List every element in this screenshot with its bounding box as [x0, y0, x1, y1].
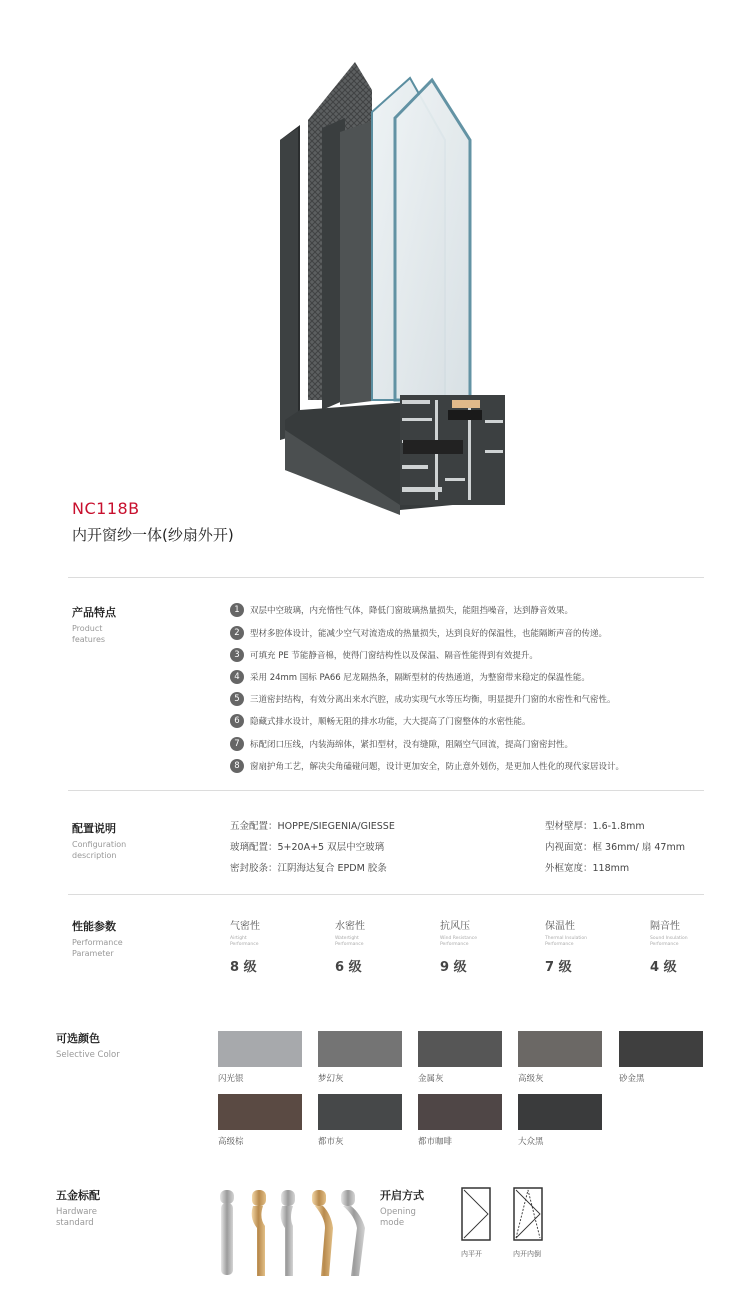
- number-badge: 2: [230, 626, 244, 640]
- section-title: 性能参数: [72, 920, 116, 933]
- number-badge: 5: [230, 692, 244, 706]
- perf-label-en: Performance: [440, 942, 469, 947]
- section-subtitle: features: [72, 635, 106, 644]
- handle-icon: [341, 1190, 365, 1276]
- opening-heading: [380, 1187, 424, 1229]
- opening-label: 内平开: [461, 1250, 482, 1258]
- perf-label-en: Thermal Insulation: [545, 936, 587, 941]
- config-wall-thickness: 型材壁厚：1.6-1.8mm: [545, 821, 645, 832]
- color-option[interactable]: [619, 1031, 703, 1084]
- perf-label: 水密性: [335, 921, 365, 932]
- perf-thermal: [545, 917, 625, 975]
- config-glass: 玻璃配置：5+20A+5 双层中空玻璃: [230, 842, 385, 853]
- divider: [68, 894, 704, 895]
- perf-airtight: [230, 917, 310, 975]
- feature-item: [230, 602, 573, 618]
- perf-label-en: Wind Resistance: [440, 936, 477, 941]
- number-badge: 8: [230, 759, 244, 773]
- section-subtitle: description: [72, 851, 117, 860]
- inward-open-icon: [461, 1187, 491, 1241]
- feature-item: [230, 713, 531, 729]
- color-option[interactable]: [418, 1094, 502, 1147]
- color-option[interactable]: [218, 1031, 302, 1084]
- perf-grade: 7 级: [545, 960, 572, 975]
- feature-text: 型材多腔体设计，能减少空气对流造成的热量损失，达到良好的保温性，也能隔断声音的传递。: [250, 629, 608, 639]
- feature-item: [230, 625, 607, 641]
- performance-heading: [72, 918, 123, 959]
- perf-label-en: Performance: [545, 942, 574, 947]
- handle-icon: [312, 1190, 333, 1276]
- divider: [68, 790, 704, 791]
- feature-text: 采用 24mm 国标 PA66 尼龙隔热条，隔断型材的传热通道，为整窗带来稳定的保温性能。: [250, 673, 590, 683]
- color-name: 金属灰: [418, 1074, 444, 1084]
- number-badge: 3: [230, 648, 244, 662]
- handle-icon: [281, 1190, 295, 1276]
- config-hardware: 五金配置：HOPPE/SIEGENIA/GIESSE: [230, 821, 395, 832]
- handle-icon: [252, 1190, 266, 1276]
- number-badge: 6: [230, 714, 244, 728]
- section-subtitle: Parameter: [72, 949, 114, 958]
- color-name: 梦幻灰: [318, 1074, 344, 1084]
- perf-label-en: Sound Insulation: [650, 936, 688, 941]
- feature-text: 双层中空玻璃，内充惰性气体，降低门窗玻璃热量损失，能阻挡噪音，达到静音效果。: [250, 606, 574, 616]
- color-option[interactable]: [218, 1094, 302, 1147]
- color-swatch: [218, 1094, 302, 1130]
- color-swatch: [619, 1031, 703, 1067]
- section-title: 产品特点: [72, 606, 116, 619]
- number-badge: 7: [230, 737, 244, 751]
- color-option[interactable]: [318, 1031, 402, 1084]
- product-name: 内开窗纱一体(纱扇外开): [72, 526, 234, 544]
- hardware-heading: [56, 1187, 100, 1229]
- perf-grade: 4 级: [650, 960, 677, 975]
- feature-text: 隐藏式排水设计，顺畅无阻的排水功能，大大提高了门窗整体的水密性能。: [250, 717, 531, 727]
- color-name: 都市咖啡: [418, 1137, 453, 1147]
- config-heading: [72, 820, 126, 861]
- tilt-turn-icon: [513, 1187, 543, 1241]
- perf-label: 抗风压: [440, 921, 470, 932]
- perf-label-en: Performance: [650, 942, 679, 947]
- features-heading: [72, 604, 116, 645]
- feature-item: [230, 669, 590, 685]
- perf-sound: [650, 917, 730, 975]
- config-frame-width: 外框宽度：118mm: [545, 863, 630, 874]
- section-title: 配置说明: [72, 822, 116, 835]
- color-swatch: [218, 1031, 302, 1067]
- feature-item: [230, 691, 616, 707]
- feature-item: [230, 758, 624, 774]
- color-option[interactable]: [518, 1094, 602, 1147]
- color-option[interactable]: [518, 1031, 602, 1084]
- color-option[interactable]: [318, 1094, 402, 1147]
- hardware-handles-image: [215, 1188, 375, 1280]
- color-name: 大众黑: [518, 1137, 544, 1147]
- product-code: NC118B: [72, 499, 140, 518]
- color-name: 高级灰: [518, 1074, 544, 1084]
- section-title: 可选颜色: [56, 1032, 100, 1045]
- perf-label-en: Airtight: [230, 936, 247, 941]
- color-name: 高级棕: [218, 1137, 244, 1147]
- perf-grade: 8 级: [230, 960, 257, 975]
- color-name: 都市灰: [318, 1137, 344, 1147]
- feature-text: 窗扇护角工艺，解决尖角磕碰问题，设计更加安全，防止意外划伤，是更加人性化的现代家居设计。: [250, 762, 625, 772]
- perf-label-en: Performance: [335, 942, 364, 947]
- color-swatch: [518, 1031, 602, 1067]
- config-seal: 密封胶条：江阴海达复合 EPDM 胶条: [230, 863, 387, 874]
- section-subtitle: Hardware: [56, 1207, 98, 1217]
- perf-label-en: Watertight: [335, 936, 359, 941]
- number-badge: 1: [230, 603, 244, 617]
- section-subtitle: Configuration: [72, 840, 127, 849]
- color-name: 砂金黑: [619, 1074, 645, 1084]
- feature-item: [230, 647, 538, 663]
- product-profile-image: [0, 0, 750, 540]
- color-swatch: [418, 1031, 502, 1067]
- opening-label: 内开内倒: [513, 1250, 541, 1258]
- color-option[interactable]: [418, 1031, 502, 1084]
- feature-text: 三道密封结构，有效分离出来水汽腔，成功实现气水等压均衡，明显提升门窗的水密性和气密性。: [250, 695, 616, 705]
- handle-icon: [220, 1190, 234, 1275]
- feature-text: 标配闭口压线，内装海绵体，紧扣型材，没有缝隙，阻隔空气回流，提高门窗密封性。: [250, 740, 574, 750]
- config-face-width: 内视面宽：框 36mm/ 扇 47mm: [545, 842, 685, 853]
- opening-mode-tilt-turn: [513, 1187, 543, 1259]
- feature-item: [230, 736, 573, 752]
- opening-mode-inward: [461, 1187, 491, 1259]
- number-badge: 4: [230, 670, 244, 684]
- section-subtitle: mode: [380, 1218, 405, 1228]
- color-swatch: [318, 1031, 402, 1067]
- perf-wind: [440, 917, 520, 975]
- section-subtitle: standard: [56, 1218, 94, 1228]
- color-name: 闪光银: [218, 1074, 244, 1084]
- color-swatch: [318, 1094, 402, 1130]
- perf-label-en: Performance: [230, 942, 259, 947]
- perf-grade: 6 级: [335, 960, 362, 975]
- section-title: 五金标配: [56, 1189, 100, 1202]
- section-subtitle: Opening: [380, 1207, 416, 1217]
- perf-grade: 9 级: [440, 960, 467, 975]
- section-title: 开启方式: [380, 1189, 424, 1202]
- feature-text: 可填充 PE 节能静音棉，使得门窗结构性以及保温、隔音性能得到有效提升。: [250, 651, 538, 661]
- color-swatch: [518, 1094, 602, 1130]
- section-subtitle: Product: [72, 624, 103, 633]
- perf-label: 气密性: [230, 921, 260, 932]
- perf-label: 保温性: [545, 921, 575, 932]
- perf-watertight: [335, 917, 415, 975]
- divider: [68, 577, 704, 578]
- section-subtitle: Performance: [72, 938, 123, 947]
- colors-heading: [56, 1030, 120, 1061]
- perf-label: 隔音性: [650, 921, 680, 932]
- section-subtitle: Selective Color: [56, 1050, 120, 1060]
- color-swatch: [418, 1094, 502, 1130]
